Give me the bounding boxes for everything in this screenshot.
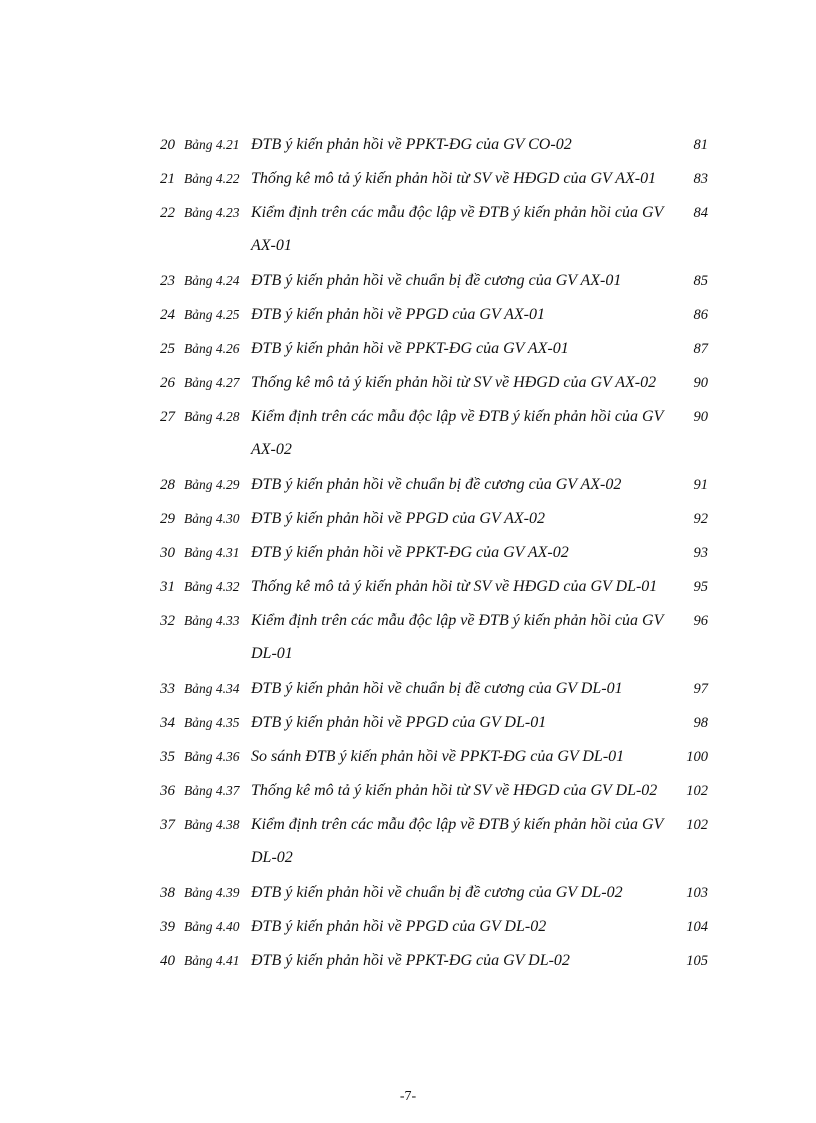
toc-row [0,774,816,808]
toc-title: ĐTB ý kiến phản hồi về chuẩn bị đề cương của GV AX-01 [251,272,622,289]
toc-page-number: 87 [693,341,708,357]
toc-title: ĐTB ý kiến phản hồi về PPKT-ĐG của GV CO-02 [251,136,572,153]
toc-row-number: 40 [160,953,175,969]
toc-page-number: 97 [693,681,708,697]
toc-page-number: 104 [686,919,708,935]
toc-table-code: Bảng 4.29 [184,477,240,492]
toc-title: ĐTB ý kiến phản hồi về PPGD của GV AX-01 [251,306,546,323]
toc-table-code: Bảng 4.30 [184,511,240,526]
toc-title: ĐTB ý kiến phản hồi về chuẩn bị đề cương của GV DL-02 [251,884,623,901]
toc-row-number: 24 [160,307,175,323]
toc-row [0,264,816,298]
toc-table-code: Bảng 4.27 [184,375,240,390]
toc-row [0,672,816,706]
toc-row [0,910,816,944]
toc-row-number: 22 [160,205,175,221]
toc-table-code: Bảng 4.36 [184,749,240,764]
toc-row [0,400,816,468]
toc-row [0,502,816,536]
toc-row-number: 23 [160,273,175,289]
toc-title: Thống kê mô tả ý kiến phản hồi từ SV về HĐGD của GV AX-02 [251,374,657,391]
toc-row-number: 26 [160,375,175,391]
toc-row-number: 31 [160,579,175,595]
toc-page-number: 103 [686,885,708,901]
toc-title: Thống kê mô tả ý kiến phản hồi từ SV về HĐGD của GV AX-01 [251,170,657,187]
toc-row [0,706,816,740]
toc-row [0,366,816,400]
toc-table-code: Bảng 4.38 [184,817,240,832]
page-footer-number: -7- [399,1089,417,1104]
toc-table-code: Bảng 4.25 [184,307,240,322]
toc-row [0,162,816,196]
toc-row [0,876,816,910]
toc-title: ĐTB ý kiến phản hồi về PPGD của GV DL-02 [251,918,547,935]
toc-table-code: Bảng 4.23 [184,205,240,220]
toc-title: ĐTB ý kiến phản hồi về PPKT-ĐG của GV AX-01 [251,340,569,357]
toc-title: ĐTB ý kiến phản hồi về chuẩn bị đề cương của GV AX-02 [251,476,622,493]
toc-title: Kiểm định trên các mẫu độc lập về ĐTB ý kiến phản hồi của GV AX-02 [251,408,664,458]
table-of-contents [0,128,816,978]
toc-title: ĐTB ý kiến phản hồi về PPGD của GV AX-02 [251,510,546,527]
toc-row-number: 29 [160,511,175,527]
toc-table-code: Bảng 4.31 [184,545,240,560]
toc-row [0,196,816,264]
toc-table-code: Bảng 4.24 [184,273,240,288]
toc-row-number: 37 [160,817,175,833]
toc-row [0,740,816,774]
toc-table-code: Bảng 4.26 [184,341,240,356]
toc-title: ĐTB ý kiến phản hồi về PPKT-ĐG của GV AX-02 [251,544,569,561]
toc-row-number: 32 [160,613,175,629]
toc-page-number: 98 [693,715,708,731]
toc-title: Kiểm định trên các mẫu độc lập về ĐTB ý kiến phản hồi của GV AX-01 [251,204,664,254]
toc-table-code: Bảng 4.34 [184,681,240,696]
toc-title: ĐTB ý kiến phản hồi về PPKT-ĐG của GV DL-02 [251,952,570,969]
toc-row [0,604,816,672]
toc-title: Thống kê mô tả ý kiến phản hồi từ SV về HĐGD của GV DL-02 [251,782,658,799]
toc-page-number: 95 [693,579,708,595]
toc-table-code: Bảng 4.39 [184,885,240,900]
toc-title: Thống kê mô tả ý kiến phản hồi từ SV về HĐGD của GV DL-01 [251,578,658,595]
toc-row-number: 28 [160,477,175,493]
toc-row [0,808,816,876]
toc-page-number: 105 [686,953,708,969]
toc-table-code: Bảng 4.32 [184,579,240,594]
toc-row-number: 27 [160,409,175,425]
toc-page-number: 100 [686,749,708,765]
toc-page-number: 90 [693,409,708,425]
toc-page-number: 91 [693,477,708,493]
toc-row-number: 36 [160,783,175,799]
toc-title: So sánh ĐTB ý kiến phản hồi về PPKT-ĐG của GV DL-01 [251,748,625,765]
toc-page-number: 84 [693,205,708,221]
toc-page-number: 86 [693,307,708,323]
toc-row-number: 25 [160,341,175,357]
toc-table-code: Bảng 4.22 [184,171,240,186]
toc-page-number: 96 [693,613,708,629]
toc-title: Kiểm định trên các mẫu độc lập về ĐTB ý kiến phản hồi của GV DL-01 [251,612,664,662]
toc-row-number: 21 [160,171,175,187]
toc-title: ĐTB ý kiến phản hồi về chuẩn bị đề cương của GV DL-01 [251,680,623,697]
toc-row [0,944,816,978]
toc-row-number: 39 [160,919,175,935]
toc-row-number: 38 [160,885,175,901]
toc-page-number: 92 [693,511,708,527]
toc-table-code: Bảng 4.28 [184,409,240,424]
toc-page-number: 102 [686,783,708,799]
toc-row [0,298,816,332]
toc-table-code: Bảng 4.41 [184,953,240,968]
toc-row-number: 20 [160,137,175,153]
toc-row-number: 35 [160,749,175,765]
toc-table-code: Bảng 4.35 [184,715,240,730]
toc-row-number: 33 [160,681,175,697]
toc-row [0,332,816,366]
toc-page-number: 93 [693,545,708,561]
toc-page-number: 81 [693,137,708,153]
toc-page-number: 102 [686,817,708,833]
toc-title: ĐTB ý kiến phản hồi về PPGD của GV DL-01 [251,714,547,731]
toc-table-code: Bảng 4.40 [184,919,240,934]
toc-table-code: Bảng 4.37 [184,783,240,798]
toc-row [0,570,816,604]
toc-table-code: Bảng 4.33 [184,613,240,628]
toc-row [0,468,816,502]
toc-page-number: 85 [693,273,708,289]
toc-table-code: Bảng 4.21 [184,137,240,152]
toc-title: Kiểm định trên các mẫu độc lập về ĐTB ý kiến phản hồi của GV DL-02 [251,816,664,866]
toc-row [0,536,816,570]
toc-row-number: 34 [160,715,175,731]
toc-page-number: 90 [693,375,708,391]
toc-row-number: 30 [160,545,175,561]
toc-row [0,128,816,162]
toc-page-number: 83 [693,171,708,187]
